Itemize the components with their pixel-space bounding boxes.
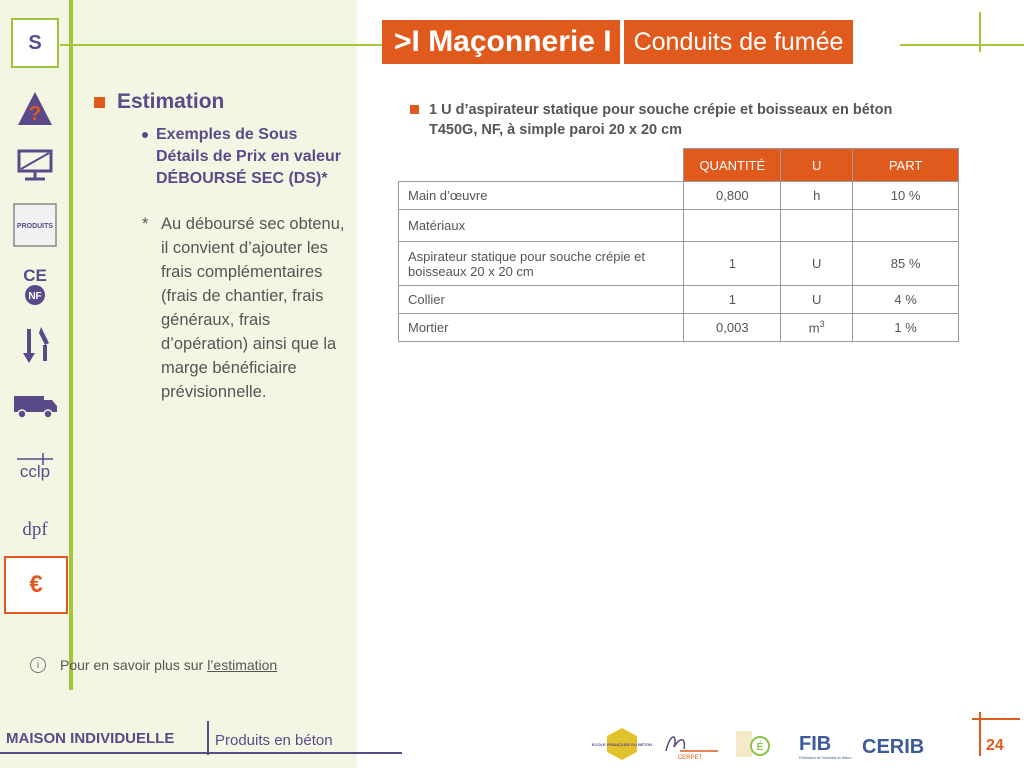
- dpf-icon[interactable]: [12, 502, 58, 548]
- row-qty: 0,800: [684, 182, 781, 210]
- row-unit: [781, 210, 853, 242]
- row-part: [853, 210, 959, 242]
- footnote: * Au déboursé sec obtenu, il convient d’ajouter les frais complémentaires (frais de chantier, frais généraux, frais d’opération) ainsi que la marge bénéficiaire prévisionnelle.: [142, 215, 345, 401]
- left-content: [94, 90, 354, 404]
- cerpet-logo: [660, 726, 720, 762]
- sidebar-divider: [69, 0, 73, 690]
- svg-text:ECOLE FRANÇAISE DU BÉTON: ECOLE FRANÇAISE DU BÉTON: [591, 742, 653, 747]
- svg-text:PRODUITS: PRODUITS: [16, 223, 54, 230]
- table-row: [399, 182, 959, 210]
- header-quantite: QUANTITÉ: [684, 149, 781, 182]
- truck-icon[interactable]: [12, 382, 58, 428]
- table-title: 1 U d’aspirateur statique pour souche crépie et boisseaux en béton T450G, NF, à simple paroi 20 x 20 cm: [410, 100, 930, 140]
- footer-separator: [207, 721, 209, 755]
- row-part: 10 %: [853, 182, 959, 210]
- row-label: Collier: [399, 286, 684, 314]
- page-number: 24: [986, 737, 1004, 754]
- examples-item: Exemples de Sous Détails de Prix en valeur DÉBOURSÉ SEC (DS)*: [142, 124, 354, 190]
- svg-text:CERIB: CERIB: [862, 736, 925, 758]
- svg-text:dpf: dpf: [22, 519, 48, 540]
- square-bullet-icon: [94, 97, 105, 108]
- header-unit: U: [781, 149, 853, 182]
- row-unit: h: [781, 182, 853, 210]
- row-qty: 1: [684, 286, 781, 314]
- estimation-link[interactable]: l’estimation: [207, 657, 278, 673]
- row-label: Matériaux: [399, 210, 684, 242]
- cclp-icon[interactable]: [12, 442, 58, 488]
- more-info: i Pour en savoir plus sur l’estimation: [30, 657, 277, 673]
- ce-nf-icon[interactable]: [12, 262, 58, 308]
- sidebar: [0, 0, 70, 768]
- tools-icon[interactable]: [12, 322, 58, 368]
- info-icon: i: [30, 657, 46, 673]
- row-part: 1 %: [853, 314, 959, 342]
- table-row: [399, 242, 959, 286]
- header-line-right: [900, 44, 1024, 46]
- row-qty: [684, 210, 781, 242]
- table-row: [399, 210, 959, 242]
- title-main: >I Maçonnerie I: [382, 20, 620, 64]
- produits-icon[interactable]: [12, 202, 58, 248]
- row-label: Mortier: [399, 314, 684, 342]
- square-bullet-icon: [410, 105, 419, 114]
- row-unit: U: [781, 286, 853, 314]
- svg-text:Fédération de l'Industrie du B: Fédération de l'Industrie du Béton: [799, 756, 852, 760]
- header-part: PART: [853, 149, 959, 182]
- row-label: Aspirateur statique pour souche crépie et boisseaux 20 x 20 cm: [399, 242, 684, 286]
- svg-text:cclp: cclp: [19, 462, 51, 481]
- price-table: [398, 148, 959, 342]
- building-plan-icon[interactable]: [12, 142, 58, 188]
- header-line-left: [60, 44, 382, 46]
- estimation-heading: Estimation: [94, 90, 354, 114]
- svg-text:É: É: [756, 742, 764, 753]
- row-qty: 1: [684, 242, 781, 286]
- footer-line: [0, 752, 402, 754]
- question-icon[interactable]: [12, 86, 58, 132]
- fib-logo: [797, 726, 852, 762]
- header-blank: [399, 149, 684, 182]
- row-part: 4 %: [853, 286, 959, 314]
- svg-text:CE: CE: [23, 266, 47, 285]
- row-unit: U: [781, 242, 853, 286]
- row-qty: 0,003: [684, 314, 781, 342]
- table-row: [399, 286, 959, 314]
- footer-product: Produits en béton: [215, 732, 333, 749]
- svg-text:CERPET: CERPET: [677, 755, 703, 761]
- footer-corner-v: [979, 712, 981, 756]
- footer-brand: MAISON INDIVIDUELLE: [6, 730, 175, 747]
- efb-logo: [591, 726, 653, 762]
- title-sub: Conduits de fumée: [622, 20, 854, 64]
- table-header-row: [399, 149, 959, 182]
- sidebar-s-button[interactable]: S: [11, 18, 59, 68]
- row-unit: $m^3$: [781, 314, 853, 342]
- row-label: Main d’œuvre: [399, 182, 684, 210]
- row-part: 85 %: [853, 242, 959, 286]
- svg-text:?: ?: [28, 103, 42, 125]
- cerib-logo: [860, 726, 930, 762]
- header-corner-mark: [979, 12, 981, 52]
- svg-text:FIB: FIB: [799, 733, 832, 755]
- table-row: [399, 314, 959, 342]
- svg-text:NF: NF: [28, 291, 42, 302]
- euro-button[interactable]: €: [4, 556, 68, 614]
- page-title: [382, 20, 853, 64]
- eco-label-logo: [735, 726, 771, 762]
- bullet-dot-icon: [142, 132, 148, 138]
